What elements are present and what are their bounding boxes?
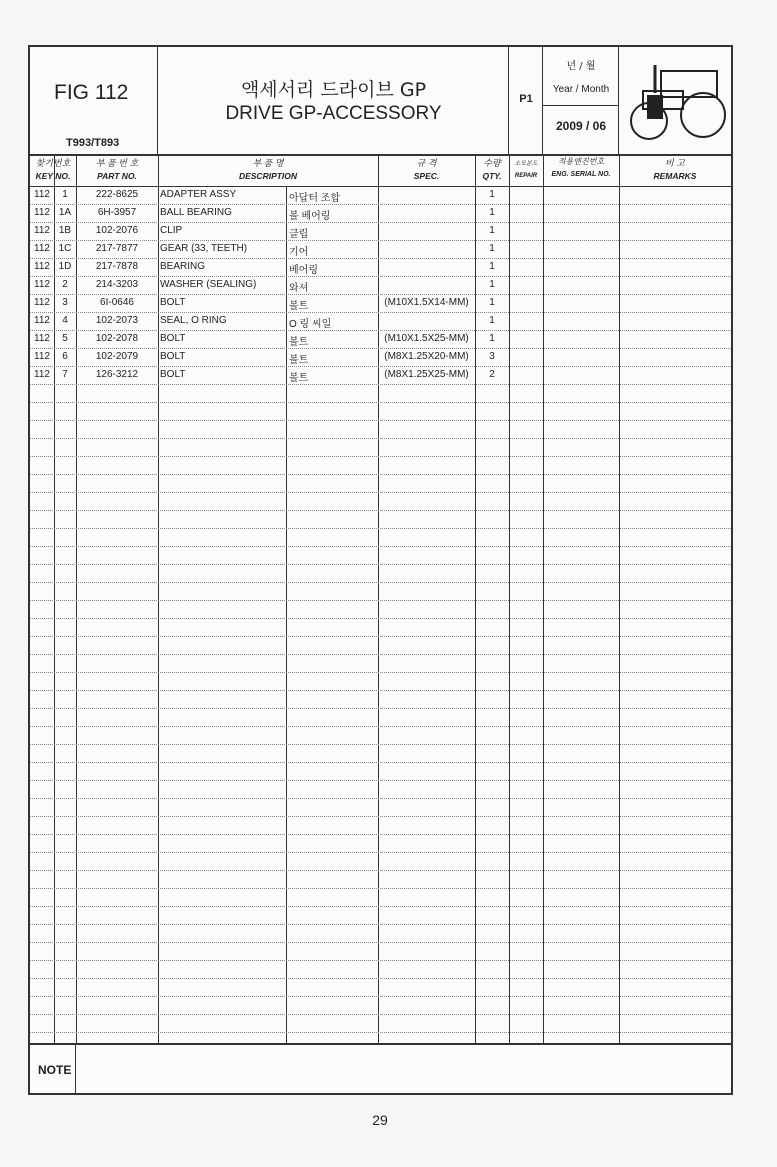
date-divider bbox=[543, 105, 619, 106]
row-gridline bbox=[30, 762, 731, 763]
col-remarks-en: REMARKS bbox=[653, 171, 697, 181]
date-label-korean: 년 / 월 bbox=[566, 61, 596, 72]
row-gridline bbox=[30, 438, 731, 439]
qty-cell: 1 bbox=[489, 243, 495, 254]
qty-cell: 1 bbox=[489, 207, 495, 218]
row-gridline bbox=[30, 654, 731, 655]
parts-sheet bbox=[28, 45, 733, 1095]
col-remarks-ko: 비 고 bbox=[665, 158, 685, 168]
row-gridline bbox=[30, 834, 731, 835]
col-remarks bbox=[619, 154, 731, 186]
col-description bbox=[158, 154, 378, 186]
table-row bbox=[30, 258, 731, 276]
row-gridline bbox=[30, 474, 731, 475]
desc-ko-cell: 볼트 bbox=[289, 355, 309, 366]
spec-cell: (M10X1.5X14-MM) bbox=[384, 297, 469, 308]
col-repair-en: REPAIR bbox=[514, 173, 538, 179]
spec-cell: (M8X1.25X25-MM) bbox=[384, 369, 469, 380]
col-key bbox=[30, 154, 76, 186]
row-gridline bbox=[30, 816, 731, 817]
col-spec bbox=[378, 154, 475, 186]
column-header bbox=[30, 154, 731, 187]
table-row bbox=[30, 186, 731, 204]
row-gridline bbox=[30, 708, 731, 709]
key-cell: 1A bbox=[58, 207, 72, 218]
desc-cell: BOLT bbox=[160, 351, 186, 362]
note-section bbox=[30, 1043, 731, 1095]
row-gridline bbox=[30, 582, 731, 583]
fig-cell: 112 bbox=[34, 333, 50, 344]
row-gridline bbox=[30, 672, 731, 673]
model-number: T993/T893 bbox=[66, 137, 120, 149]
col-part bbox=[76, 154, 158, 186]
figure-box bbox=[30, 47, 158, 154]
fig-cell: 112 bbox=[34, 279, 50, 290]
sheet-header bbox=[30, 47, 731, 156]
col-part-en: PART NO. bbox=[97, 171, 137, 181]
qty-cell: 1 bbox=[489, 261, 495, 272]
col-spec-ko: 규 격 bbox=[416, 158, 437, 168]
machine-image-box bbox=[619, 47, 731, 154]
qty-cell: 1 bbox=[489, 297, 495, 308]
key-cell: 2 bbox=[62, 279, 68, 290]
fig-cell: 112 bbox=[34, 261, 50, 272]
desc-cell: ADAPTER ASSY bbox=[160, 189, 237, 200]
row-gridline bbox=[30, 996, 731, 997]
desc-ko-cell: 볼트 bbox=[289, 301, 309, 312]
row-gridline bbox=[30, 852, 731, 853]
col-repair-ko: 소모분도 bbox=[514, 161, 538, 167]
row-gridline bbox=[30, 690, 731, 691]
row-gridline bbox=[30, 600, 731, 601]
table-row bbox=[30, 204, 731, 222]
row-gridline bbox=[30, 546, 731, 547]
qty-cell: 1 bbox=[489, 333, 495, 344]
col-qty-en: QTY. bbox=[482, 171, 502, 181]
table-row bbox=[30, 312, 731, 330]
col-key-en: KEY NO. bbox=[35, 171, 71, 181]
part-cell: 102-2076 bbox=[95, 225, 139, 236]
row-gridline bbox=[30, 564, 731, 565]
row-gridline bbox=[30, 870, 731, 871]
col-key-ko: 찾기번호 bbox=[35, 158, 71, 168]
part-cell: 6I-0646 bbox=[100, 297, 134, 308]
qty-cell: 1 bbox=[489, 225, 495, 236]
table-row bbox=[30, 222, 731, 240]
title-box bbox=[158, 47, 509, 154]
row-gridline bbox=[30, 384, 731, 385]
row-gridline bbox=[30, 888, 731, 889]
col-desc-en: DESCRIPTION bbox=[238, 171, 298, 181]
col-repair bbox=[509, 154, 543, 186]
col-qty bbox=[475, 154, 509, 186]
desc-ko-cell: O 링 씨일 bbox=[289, 319, 332, 330]
desc-ko-cell: 와셔 bbox=[289, 283, 309, 294]
table-row bbox=[30, 294, 731, 312]
fig-cell: 112 bbox=[34, 315, 50, 326]
row-gridline bbox=[30, 510, 731, 511]
row-gridline bbox=[30, 960, 731, 961]
key-cell: 1B bbox=[58, 225, 72, 236]
qty-cell: 1 bbox=[489, 315, 495, 326]
tractor-icon bbox=[623, 59, 727, 143]
col-serial bbox=[543, 154, 619, 186]
desc-ko-cell: 기어 bbox=[289, 247, 309, 258]
part-cell: 217-7878 bbox=[95, 261, 139, 272]
spec-cell: (M8X1.25X20-MM) bbox=[384, 351, 469, 362]
desc-cell: BEARING bbox=[160, 261, 206, 272]
table-row bbox=[30, 240, 731, 258]
parts-table-body bbox=[30, 186, 731, 1043]
date-box bbox=[543, 47, 619, 154]
table-row bbox=[30, 366, 731, 384]
desc-cell: BOLT bbox=[160, 333, 186, 344]
qty-cell: 1 bbox=[489, 189, 495, 200]
col-serial-ko: 적용엔진번호 bbox=[557, 157, 605, 166]
col-part-ko: 부 품 번 호 bbox=[95, 158, 139, 168]
key-cell: 1C bbox=[58, 243, 72, 254]
desc-ko-cell: 볼트 bbox=[289, 337, 309, 348]
note-label-box bbox=[30, 1045, 76, 1095]
desc-cell: SEAL, O RING bbox=[160, 315, 227, 326]
row-gridline bbox=[30, 1032, 731, 1033]
date-value: 2009 / 06 bbox=[555, 119, 607, 133]
row-gridline bbox=[30, 942, 731, 943]
part-cell: 217-7877 bbox=[95, 243, 139, 254]
key-cell: 4 bbox=[62, 315, 68, 326]
desc-ko-cell: 볼트 bbox=[289, 373, 309, 384]
col-spec-en: SPEC. bbox=[413, 171, 440, 181]
fig-cell: 112 bbox=[34, 207, 50, 218]
desc-cell: BALL BEARING bbox=[160, 207, 232, 218]
desc-ko-cell: 아답터 조합 bbox=[289, 193, 341, 204]
desc-ko-cell: 볼 베어링 bbox=[289, 211, 331, 222]
row-gridline bbox=[30, 528, 731, 529]
desc-ko-cell: 베어링 bbox=[289, 265, 318, 276]
date-label-english: Year / Month bbox=[552, 84, 610, 95]
key-cell: 7 bbox=[62, 369, 68, 380]
row-gridline bbox=[30, 456, 731, 457]
col-desc-ko: 부 품 명 bbox=[252, 158, 284, 168]
fig-cell: 112 bbox=[34, 351, 50, 362]
desc-cell: GEAR (33, TEETH) bbox=[160, 243, 248, 254]
fig-cell: 112 bbox=[34, 369, 50, 380]
part-cell: 126-3212 bbox=[95, 369, 139, 380]
desc-cell: BOLT bbox=[160, 297, 186, 308]
page-number: 29 bbox=[372, 1112, 388, 1128]
table-row bbox=[30, 276, 731, 294]
key-cell: 6 bbox=[62, 351, 68, 362]
part-cell: 214-3203 bbox=[95, 279, 139, 290]
part-cell: 102-2078 bbox=[95, 333, 139, 344]
qty-cell: 1 bbox=[489, 279, 495, 290]
desc-cell: BOLT bbox=[160, 369, 186, 380]
page-box bbox=[509, 47, 543, 154]
desc-ko-cell: 클립 bbox=[289, 229, 309, 240]
page-label: P1 bbox=[519, 93, 533, 105]
row-gridline bbox=[30, 906, 731, 907]
row-gridline bbox=[30, 978, 731, 979]
title-korean: 액세서리 드라이브 GP bbox=[240, 79, 427, 101]
figure-number: FIG 112 bbox=[54, 81, 129, 104]
fig-cell: 112 bbox=[34, 243, 50, 254]
fig-cell: 112 bbox=[34, 225, 50, 236]
row-gridline bbox=[30, 492, 731, 493]
title-english: DRIVE GP-ACCESSORY bbox=[225, 103, 442, 124]
fig-cell: 112 bbox=[34, 189, 50, 200]
row-gridline bbox=[30, 618, 731, 619]
key-cell: 5 bbox=[62, 333, 68, 344]
part-cell: 102-2073 bbox=[95, 315, 139, 326]
row-gridline bbox=[30, 402, 731, 403]
note-label: NOTE bbox=[38, 1063, 72, 1077]
fig-cell: 112 bbox=[34, 297, 50, 308]
row-gridline bbox=[30, 798, 731, 799]
table-row bbox=[30, 330, 731, 348]
row-gridline bbox=[30, 780, 731, 781]
spec-cell: (M10X1.5X25-MM) bbox=[384, 333, 469, 344]
desc-cell: WASHER (SEALING) bbox=[160, 279, 257, 290]
key-cell: 1D bbox=[58, 261, 72, 272]
row-gridline bbox=[30, 744, 731, 745]
row-gridline bbox=[30, 1014, 731, 1015]
row-gridline bbox=[30, 924, 731, 925]
row-gridline bbox=[30, 420, 731, 421]
part-cell: 6H-3957 bbox=[97, 207, 137, 218]
part-cell: 222-8625 bbox=[95, 189, 139, 200]
table-row bbox=[30, 348, 731, 366]
col-qty-ko: 수량 bbox=[483, 158, 501, 168]
row-gridline bbox=[30, 636, 731, 637]
desc-cell: CLIP bbox=[160, 225, 183, 236]
row-gridline bbox=[30, 726, 731, 727]
col-serial-en: ENG. SERIAL NO. bbox=[551, 171, 611, 178]
key-cell: 1 bbox=[62, 189, 68, 200]
part-cell: 102-2079 bbox=[95, 351, 139, 362]
qty-cell: 3 bbox=[489, 351, 495, 362]
qty-cell: 2 bbox=[489, 369, 495, 380]
key-cell: 3 bbox=[62, 297, 68, 308]
